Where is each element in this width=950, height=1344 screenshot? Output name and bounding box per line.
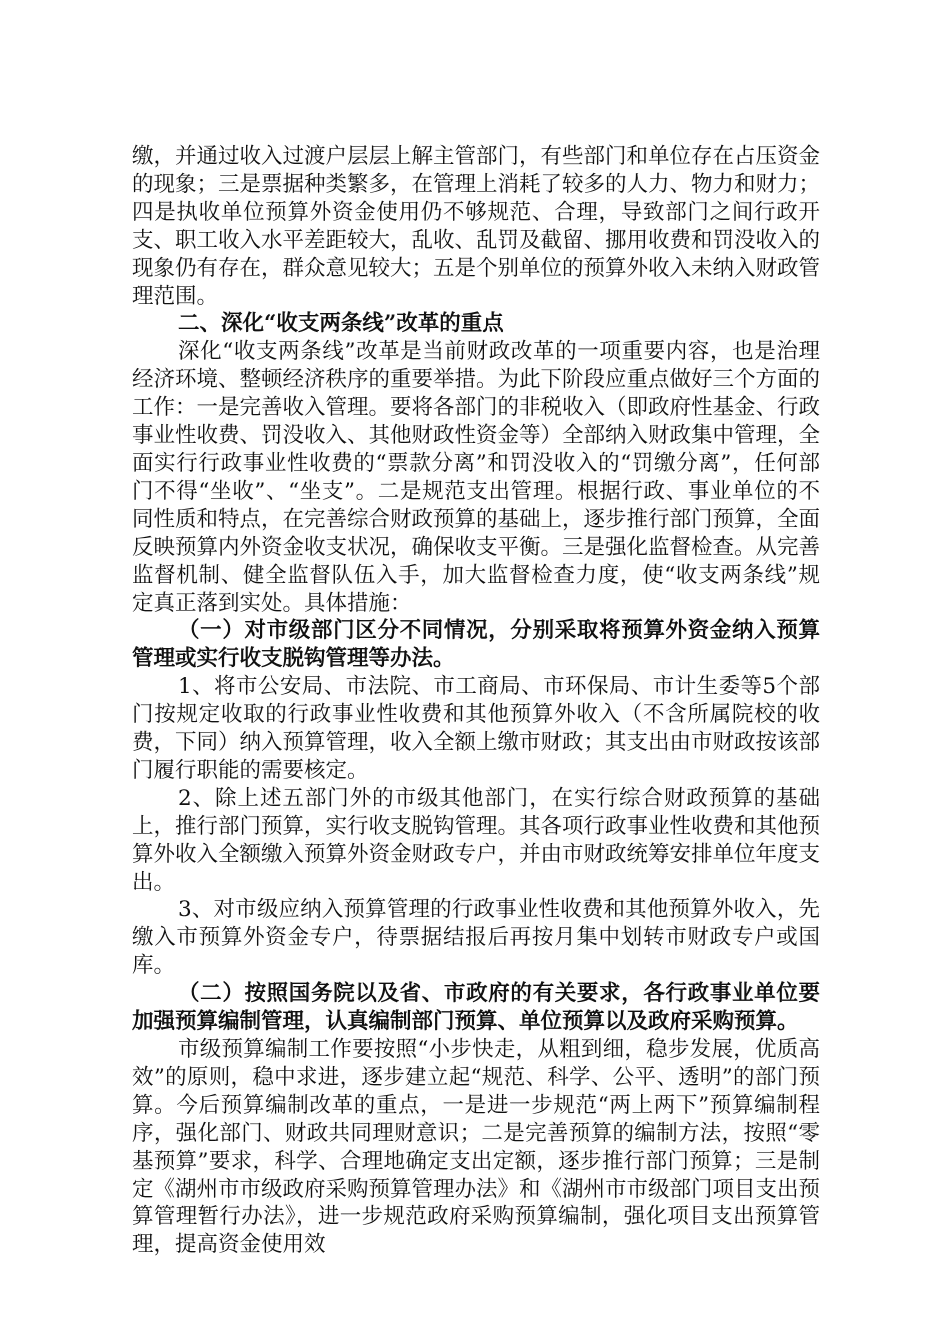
subheading-one: （一）对市级部门区分不同情况，分别采取将预算外资金纳入预算管理或实行收支脱钩管理等办法。 xyxy=(132,618,820,672)
list-item-3: 3、对市级应纳入预算管理的行政事业性收费和其他预算外收入，先缴入市预算外资金专户，待票据结报后再按月集中划转市财政专户或国库。 xyxy=(132,897,820,979)
list-item-1: 1、将市公安局、市法院、市工商局、市环保局、市计生委等5个部门按规定收取的行政事业性收费和其他预算外收入（不含所属院校的收费，下同）纳入预算管理，收入全额上缴市财政；其支出由市财政按该部门履行职能的需要核定。 xyxy=(132,674,821,783)
paragraph-intro: 缴，并通过收入过渡户层层上解主管部门，有些部门和单位存在占压资金的现象；三是票据种类繁多，在管理上消耗了较多的人力、物力和财力；四是执收单位预算外资金使用仍不够规范、合理，导致部门之间行政开支、职工收入水平差距较大，乱收、乱罚及截留、挪用收费和罚没收入的现象仍有存在，群众意见较大；五是个别单位的预算外收入未纳入财政管理范围。 xyxy=(132,144,821,309)
paragraph-reform: 深化“收支两条线”改革是当前财政改革的一项重要内容，也是治理经济环境、整顿经济秩序的重要举措。为此下阶段应重点做好三个方面的工作：一是完善收入管理。要将各部门的非税收入（即政府性基金、行政事业性收费、罚没收入、其他财政性资金等）全部纳入财政集中管理，全面实行行政事业性收费的“票款分离”和罚没收入的“罚缴分离”，任何部门不得“坐收”、“坐支”。二是规范支出管理。根据行政、事业单位的不同性质和特点，在完善综合财政预算的基础上，逐步推行部门预算，全面反映预算内外资金收支状况，确保收支平衡。三是强化监督检查。从完善监督机制、健全监督队伍入手，加大监督检查力度，使“收支两条线”规定真正落到实处。具体措施： xyxy=(132,339,821,616)
section-heading: 二、深化“收支两条线”改革的重点 xyxy=(178,311,504,337)
subheading-two: （二）按照国务院以及省、市政府的有关要求，各行政事业单位要加强预算编制管理，认真编制部门预算、单位预算以及政府采购预算。 xyxy=(132,981,820,1035)
document-body xyxy=(132,143,820,1259)
list-item-2: 2、除上述五部门外的市级其他部门，在实行综合财政预算的基础上，推行部门预算，实行收支脱钩管理。其各项行政事业性收费和其他预算外收入全额缴入预算外资金财政专户，并由市财政统筹安排单位年度支出。 xyxy=(132,785,821,895)
paragraph-budget: 市级预算编制工作要按照“小步快走，从粗到细，稳步发展，优质高效”的原则，稳中求进，逐步建立起“规范、科学、公平、透明”的部门预算。今后预算编制改革的重点，一是进一步规范“两上两下”预算编制程序，强化部门、财政共同理财意识；二是完善预算的编制方法，按照“零基预算”要求，科学、合理地确定支出定额，逐步推行部门预算；三是制定《湖州市市级政府采购预算管理办法》和《湖州市市级部门项目支出预算管理暂行办法》，进一步规范政府采购预算编制，强化项目支出预算管理，提高资金使用效 xyxy=(132,1037,821,1258)
